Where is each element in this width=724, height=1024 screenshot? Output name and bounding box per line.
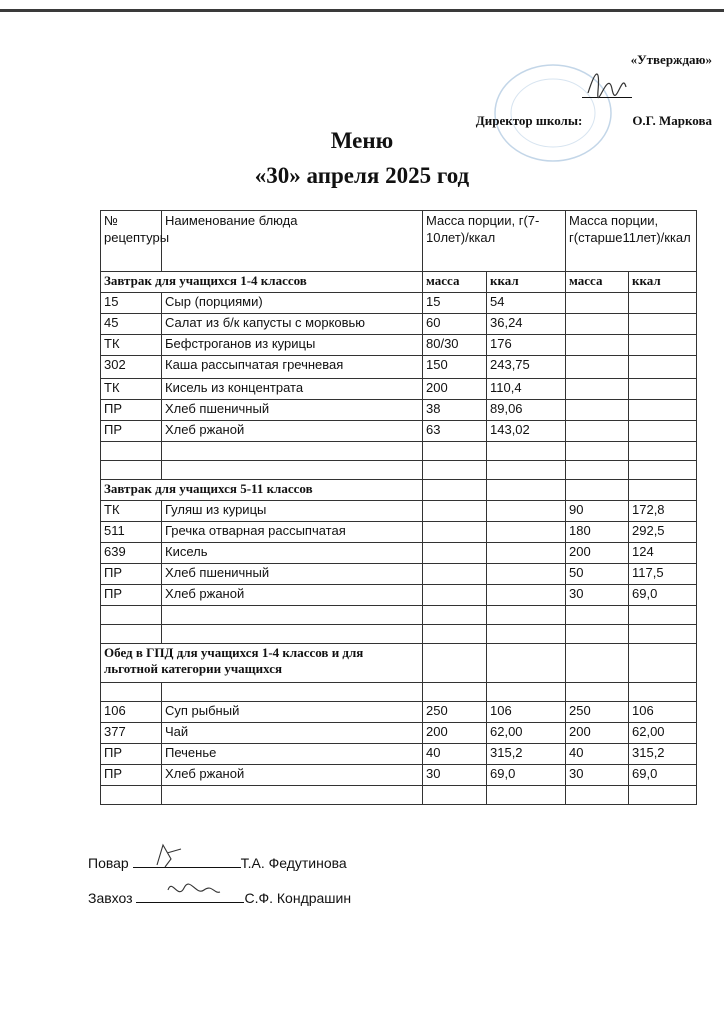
kcal-young-cell [487,625,566,644]
menu-date: «30» апреля 2025 год [254,163,470,188]
section-breakfast-1-4-header [101,272,697,293]
mass-young-cell [423,585,487,606]
column-kcal: ккал [487,272,566,293]
mass-old-cell [566,314,629,335]
table-row [101,314,697,335]
mass-young-cell: 15 [423,293,487,314]
kcal-old-cell [629,293,697,314]
supply-signature [88,888,351,906]
empty-cell [487,644,566,683]
recipe-number-cell: 45 [101,314,162,335]
dish-name-cell: Кисель из концентрата [162,379,423,400]
kcal-young-cell [487,683,566,702]
dish-name-cell [162,625,423,644]
supply-label: Завхоз [88,890,133,906]
kcal-old-cell [629,606,697,625]
mass-young-cell [423,625,487,644]
mass-old-cell: 90 [566,501,629,522]
supply-signature-line [136,888,244,903]
empty-row [101,461,697,480]
table-row [101,765,697,786]
mass-young-cell: 60 [423,314,487,335]
recipe-number-cell [101,442,162,461]
header-dish: Наименование блюда [162,211,423,272]
table-row [101,543,697,564]
kcal-young-cell: 89,06 [487,400,566,421]
dish-name-cell [162,683,423,702]
dish-name-cell [162,461,423,480]
empty-cell [423,480,487,501]
mass-old-cell [566,293,629,314]
section-title: Завтрак для учащихся 5-11 классов [101,480,423,501]
table-row [101,400,697,421]
table-row [101,501,697,522]
menu-table [100,210,697,805]
mass-young-cell [423,522,487,543]
dish-name-cell: Каша рассыпчатая гречневая [162,356,423,379]
kcal-young-cell [487,461,566,480]
table-row [101,379,697,400]
kcal-old-cell [629,379,697,400]
mass-young-cell [423,501,487,522]
dish-name-cell: Салат из б/к капусты с морковью [162,314,423,335]
recipe-number-cell: ПР [101,400,162,421]
mass-young-cell: 200 [423,723,487,744]
dish-name-cell: Сыр (порциями) [162,293,423,314]
kcal-old-cell [629,421,697,442]
kcal-old-cell [629,683,697,702]
recipe-number-cell [101,786,162,805]
dish-name-cell: Хлеб ржаной [162,585,423,606]
dish-name-cell: Хлеб ржаной [162,421,423,442]
empty-cell [423,644,487,683]
recipe-number-cell: 302 [101,356,162,379]
kcal-young-cell [487,564,566,585]
mass-old-cell: 30 [566,765,629,786]
kcal-old-cell: 172,8 [629,501,697,522]
kcal-young-cell: 143,02 [487,421,566,442]
mass-old-cell [566,625,629,644]
recipe-number-cell: 15 [101,293,162,314]
kcal-young-cell: 69,0 [487,765,566,786]
kcal-old-cell [629,442,697,461]
kcal-young-cell [487,543,566,564]
empty-cell [566,644,629,683]
empty-row [101,786,697,805]
mass-old-cell [566,356,629,379]
table-row [101,421,697,442]
recipe-number-cell [101,461,162,480]
kcal-young-cell: 110,4 [487,379,566,400]
mass-old-cell [566,400,629,421]
page-title: Меню [330,128,394,153]
dish-name-cell: Чай [162,723,423,744]
recipe-number-cell: ПР [101,744,162,765]
cook-handwritten-signature [145,841,205,871]
director-line [476,85,712,129]
recipe-number-cell: ТК [101,379,162,400]
mass-old-cell [566,461,629,480]
kcal-young-cell [487,606,566,625]
mass-young-cell [423,786,487,805]
table-row [101,522,697,543]
table-row [101,356,697,379]
column-mass: масса [566,272,629,293]
mass-old-cell [566,335,629,356]
table-row [101,723,697,744]
header-mass-old: Масса порции, г(старше11лет)/ккал [566,211,697,272]
director-signature-line [582,85,632,98]
dish-name-cell: Гречка отварная рассыпчатая [162,522,423,543]
table-row [101,702,697,723]
empty-cell [487,480,566,501]
mass-old-cell [566,606,629,625]
kcal-old-cell [629,314,697,335]
recipe-number-cell: ПР [101,765,162,786]
empty-cell [629,480,697,501]
kcal-old-cell [629,786,697,805]
mass-old-cell: 40 [566,744,629,765]
mass-young-cell [423,683,487,702]
section-title: Обед в ГПД для учащихся 1-4 классов и для льготной категории учащихся [101,644,423,683]
recipe-number-cell: ПР [101,585,162,606]
mass-old-cell [566,421,629,442]
table-header-row [101,211,697,272]
dish-name-cell [162,786,423,805]
table-row [101,585,697,606]
mass-old-cell: 200 [566,723,629,744]
table-row [101,564,697,585]
table-row [101,744,697,765]
recipe-number-cell: 377 [101,723,162,744]
kcal-young-cell [487,501,566,522]
empty-cell [566,480,629,501]
kcal-young-cell [487,786,566,805]
mass-young-cell: 250 [423,702,487,723]
mass-young-cell: 200 [423,379,487,400]
dish-name-cell [162,442,423,461]
mass-old-cell: 180 [566,522,629,543]
empty-cell [629,644,697,683]
kcal-old-cell [629,335,697,356]
mass-young-cell: 40 [423,744,487,765]
dish-name-cell: Кисель [162,543,423,564]
recipe-number-cell: 511 [101,522,162,543]
mass-old-cell [566,786,629,805]
kcal-old-cell [629,356,697,379]
dish-name-cell: Печенье [162,744,423,765]
approval-label: «Утверждаю» [630,52,712,67]
director-name: О.Г. Маркова [632,113,712,128]
mass-old-cell [566,683,629,702]
section-title: Завтрак для учащихся 1-4 классов [101,272,423,293]
kcal-old-cell: 124 [629,543,697,564]
recipe-number-cell: 106 [101,702,162,723]
dish-name-cell: Хлеб пшеничный [162,400,423,421]
recipe-number-cell: ПР [101,421,162,442]
mass-old-cell [566,442,629,461]
kcal-old-cell: 69,0 [629,765,697,786]
kcal-young-cell: 243,75 [487,356,566,379]
cook-signature-line [133,853,241,868]
recipe-number-cell: ПР [101,564,162,585]
kcal-old-cell: 69,0 [629,585,697,606]
mass-young-cell: 63 [423,421,487,442]
mass-young-cell [423,543,487,564]
kcal-young-cell: 54 [487,293,566,314]
kcal-old-cell: 106 [629,702,697,723]
recipe-number-cell [101,683,162,702]
cook-label: Повар [88,855,129,871]
mass-young-cell: 150 [423,356,487,379]
header-mass-young: Масса порции, г(7-10лет)/ккал [423,211,566,272]
header-recipe: № рецептуры [101,211,162,272]
kcal-old-cell: 62,00 [629,723,697,744]
kcal-young-cell: 176 [487,335,566,356]
empty-row [101,683,697,702]
supply-handwritten-signature [148,876,228,906]
mass-old-cell [566,379,629,400]
mass-old-cell: 30 [566,585,629,606]
mass-young-cell [423,606,487,625]
mass-young-cell [423,442,487,461]
dish-name-cell: Хлеб ржаной [162,765,423,786]
kcal-young-cell: 106 [487,702,566,723]
mass-old-cell: 250 [566,702,629,723]
cook-signature [88,853,347,871]
dish-name-cell: Суп рыбный [162,702,423,723]
recipe-number-cell: ТК [101,335,162,356]
section-header-row [101,644,697,683]
supply-name: С.Ф. Кондрашин [244,890,352,906]
column-kcal: ккал [629,272,697,293]
section-header-row [101,480,697,501]
empty-row [101,606,697,625]
kcal-young-cell [487,442,566,461]
kcal-young-cell [487,585,566,606]
mass-young-cell: 38 [423,400,487,421]
kcal-old-cell: 117,5 [629,564,697,585]
kcal-old-cell: 292,5 [629,522,697,543]
kcal-young-cell [487,522,566,543]
dish-name-cell: Гуляш из курицы [162,501,423,522]
column-mass: масса [423,272,487,293]
page-top-border [0,9,724,12]
mass-old-cell: 200 [566,543,629,564]
mass-young-cell: 80/30 [423,335,487,356]
recipe-number-cell [101,625,162,644]
dish-name-cell: Бефстроганов из курицы [162,335,423,356]
recipe-number-cell: 639 [101,543,162,564]
kcal-old-cell [629,400,697,421]
kcal-old-cell: 315,2 [629,744,697,765]
kcal-old-cell [629,461,697,480]
empty-row [101,625,697,644]
director-label: Директор школы: [475,113,583,128]
mass-old-cell: 50 [566,564,629,585]
director-signature [578,63,638,103]
recipe-number-cell [101,606,162,625]
empty-row [101,442,697,461]
mass-young-cell: 30 [423,765,487,786]
cook-name: Т.А. Федутинова [240,855,347,871]
mass-young-cell [423,461,487,480]
recipe-number-cell: ТК [101,501,162,522]
dish-name-cell [162,606,423,625]
dish-name-cell: Хлеб пшеничный [162,564,423,585]
table-row [101,335,697,356]
table-row [101,293,697,314]
kcal-young-cell: 62,00 [487,723,566,744]
kcal-old-cell [629,625,697,644]
kcal-young-cell: 36,24 [487,314,566,335]
mass-young-cell [423,564,487,585]
kcal-young-cell: 315,2 [487,744,566,765]
